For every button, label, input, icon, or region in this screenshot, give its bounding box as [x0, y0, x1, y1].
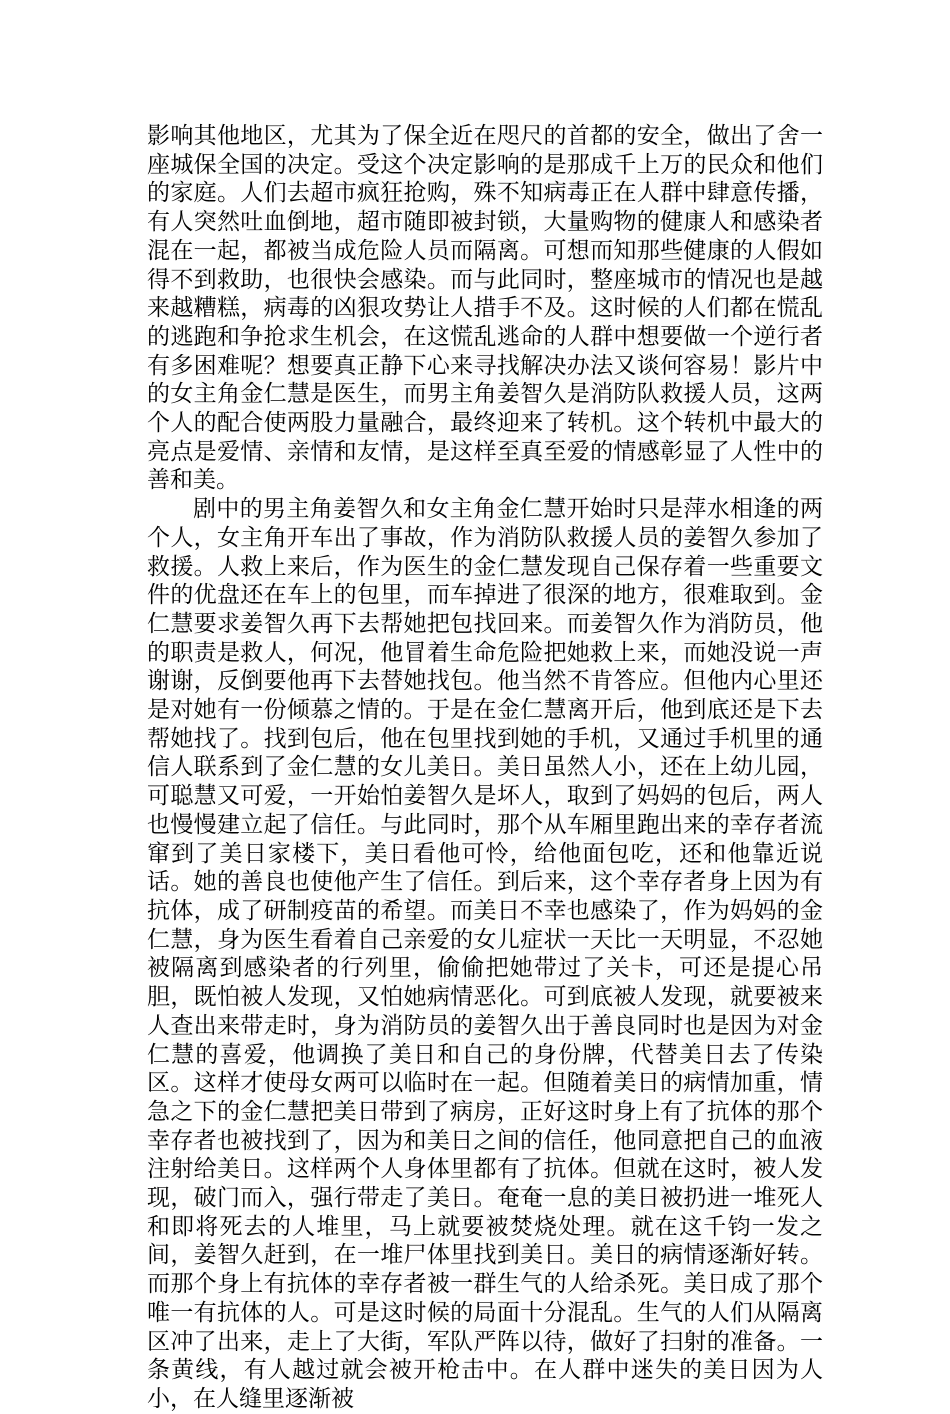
paragraph-continuation: 影响其他地区，尤其为了保全近在咫尺的首都的安全，做出了舍一座城保全国的决定。受这个决定影响的是那成千上万的民众和他们的家庭。人们去超市疯狂抢购，殊不知病毒正在人群中肆意传播，有人突然吐血倒地，超市随即被封锁，大量购物的健康人和感染者混在一起，都被当成危险人员而隔离。可想而知那些健康的人假如得不到救助，也很快会感染。而与此同时，整座城市的情况也是越来越糟糕，病毒的凶狠攻势让人措手不及。这时候的人们都在慌乱的逃跑和争抢求生机会，在这慌乱逃命的人群中想要做一个逆行者有多困难呢？想要真正静下心来寻找解决办法又谈何容易！影片中的女主角金仁慧是医生，而男主角姜智久是消防队救援人员，这两个人的配合使两股力量融合，最终迎来了转机。这个转机中最大的亮点是爱情、亲情和友情，是这样至真至爱的情感彰显了人性中的善和美。 [147, 123, 823, 494]
paragraph-plot-summary: 剧中的男主角姜智久和女主角金仁慧开始时只是萍水相逢的两个人，女主角开车出了事故，作为消防队救援人员的姜智久参加了救援。人救上来后，作为医生的金仁慧发现自己保存着一些重要文件的优盘还在车上的包里，而车掉进了很深的地方，很难取到。金仁慧要求姜智久再下去帮她把包找回来。而姜智久作为消防员，他的职责是救人，何况，他冒着生命危险把她救上来，而她没说一声谢谢，反倒要他再下去替她找包。他当然不肯答应。但他内心里还是对她有一份倾慕之情的。于是在金仁慧离开后，他到底还是下去帮她找了。找到包后，他在包里找到她的手机，又通过手机里的通信人联系到了金仁慧的女儿美日。美日虽然人小，还在上幼儿园，可聪慧又可爱，一开始怕姜智久是坏人，取到了妈妈的包后，两人也慢慢建立起了信任。与此同时，那个从车厢里跑出来的幸存者流窜到了美日家楼下，美日看他可怜，给他面包吃，还和他靠近说话。她的善良也使他产生了信任。到后来，这个幸存者身上因为有抗体，成了研制疫苗的希望。而美日不幸也感染了，作为妈妈的金仁慧，身为医生看着自己亲爱的女儿症状一天比一天明显，不忍她被隔离到感染者的行列里，偷偷把她带过了关卡，可还是提心吊胆，既怕被人发现，又怕她病情恶化。可到底被人发现，就要被来人查出来带走时，身为消防员的姜智久出于善良同时也是因为对金仁慧的喜爱，他调换了美日和自己的身份牌，代替美日去了传染区。这样才使母女两可以临时在一起。但随着美日的病情加重，情急之下的金仁慧把美日带到了病房，正好这时身上有了抗体的那个幸存者也被找到了，因为和美日之间的信任，他同意把自己的血液注射给美日。这样两个人身体里都有了抗体。但就在这时，被人发现，破门而入，强行带走了美日。奄奄一息的美日被扔进一堆死人和即将死去的人堆里，马上就要被焚烧处理。就在这千钧一发之间，姜智久赶到，在一堆尸体里找到美日。美日的病情逐渐好转。而那个身上有抗体的幸存者被一群生气的人给杀死。美日成了那个唯一有抗体的人。可是这时候的局面十分混乱。生气的人们从隔离区冲了出来，走上了大街，军队严阵以待，做好了扫射的准备。一条黄线，有人越过就会被开枪击中。在人群中迷失的美日因为人小，在人缝里逐渐被 [147, 496, 823, 1412]
body-text [147, 122, 823, 1414]
